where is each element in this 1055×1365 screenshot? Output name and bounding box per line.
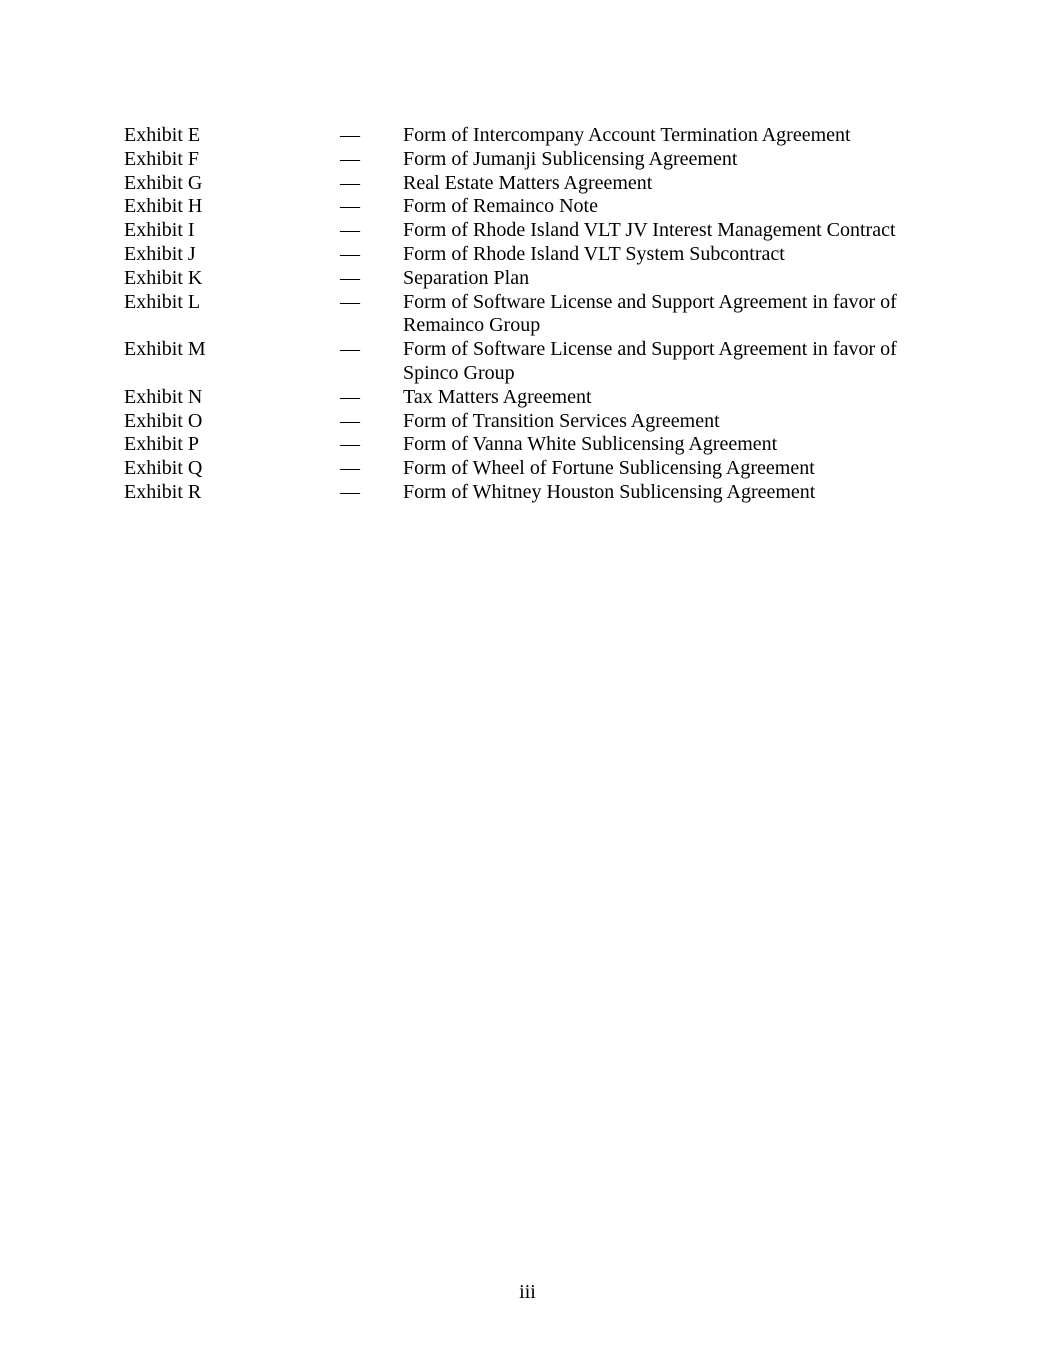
exhibit-title xyxy=(403,148,944,172)
exhibit-title xyxy=(403,338,944,386)
exhibit-label: Exhibit H xyxy=(124,195,203,218)
exhibit-title xyxy=(403,386,944,410)
exhibit-label: Exhibit I xyxy=(124,219,195,242)
exhibit-title xyxy=(403,481,944,505)
exhibit-title xyxy=(403,219,944,243)
exhibit-dash: — xyxy=(340,457,360,480)
exhibit-label: Exhibit G xyxy=(124,171,203,194)
exhibit-row xyxy=(124,148,944,172)
exhibit-row xyxy=(124,433,944,457)
exhibit-row xyxy=(124,172,944,196)
exhibit-label: Exhibit R xyxy=(124,480,202,503)
exhibit-label: Exhibit K xyxy=(124,266,203,289)
exhibit-title xyxy=(403,410,944,434)
exhibit-label: Exhibit J xyxy=(124,242,196,265)
exhibit-label: Exhibit E xyxy=(124,124,201,146)
exhibit-dash: — xyxy=(340,195,360,218)
exhibit-title xyxy=(403,433,944,457)
exhibit-title-line: Form of Vanna White Sublicensing Agreement xyxy=(403,433,778,456)
exhibit-title-line: Tax Matters Agreement xyxy=(403,385,592,408)
exhibit-title xyxy=(403,124,944,148)
exhibit-row xyxy=(124,124,944,148)
exhibit-title-line: Real Estate Matters Agreement xyxy=(403,171,653,194)
exhibit-title-line: Remainco Group xyxy=(403,314,541,337)
exhibit-dash: — xyxy=(340,409,360,432)
exhibit-title xyxy=(403,291,944,339)
exhibit-title xyxy=(403,457,944,481)
exhibit-row xyxy=(124,481,944,505)
exhibit-dash: — xyxy=(340,290,360,313)
exhibit-row xyxy=(124,386,944,410)
exhibit-dash: — xyxy=(340,147,360,170)
exhibit-title-line: Spinco Group xyxy=(403,361,515,384)
exhibit-row xyxy=(124,243,944,267)
exhibit-title-line: Form of Intercompany Account Termination Agreement xyxy=(403,124,851,146)
exhibit-dash: — xyxy=(340,433,360,456)
exhibit-title-line: Form of Remainco Note xyxy=(403,195,598,218)
exhibit-dash: — xyxy=(340,480,360,503)
exhibit-dash: — xyxy=(340,385,360,408)
exhibit-row xyxy=(124,338,944,386)
exhibit-dash: — xyxy=(340,338,360,361)
exhibit-label: Exhibit F xyxy=(124,147,200,170)
exhibit-dash: — xyxy=(340,219,360,242)
exhibit-row xyxy=(124,267,944,291)
exhibit-title-line: Form of Rhode Island VLT JV Interest Management Contract xyxy=(403,219,896,242)
exhibit-title-line: Separation Plan xyxy=(403,266,530,289)
exhibit-title xyxy=(403,172,944,196)
exhibit-title xyxy=(403,267,944,291)
exhibit-label: Exhibit M xyxy=(124,338,206,361)
exhibit-title-line: Form of Wheel of Fortune Sublicensing Agreement xyxy=(403,457,815,480)
exhibit-dash: — xyxy=(340,242,360,265)
exhibit-label: Exhibit L xyxy=(124,290,201,313)
exhibit-dash: — xyxy=(340,266,360,289)
exhibit-title-line: Form of Whitney Houston Sublicensing Agreement xyxy=(403,480,816,503)
exhibit-label: Exhibit Q xyxy=(124,457,203,480)
exhibit-title-line: Form of Software License and Support Agreement in favor of xyxy=(403,338,897,361)
exhibit-title-line: Form of Transition Services Agreement xyxy=(403,409,720,432)
exhibit-label: Exhibit O xyxy=(124,409,203,432)
exhibit-row xyxy=(124,195,944,219)
exhibit-row xyxy=(124,457,944,481)
exhibit-title-line: Form of Jumanji Sublicensing Agreement xyxy=(403,147,738,170)
exhibit-title-line: Form of Rhode Island VLT System Subcontract xyxy=(403,242,785,265)
exhibit-label: Exhibit N xyxy=(124,385,203,408)
exhibit-dash: — xyxy=(340,124,360,146)
exhibit-title xyxy=(403,195,944,219)
exhibit-label: Exhibit P xyxy=(124,433,200,456)
exhibit-dash: — xyxy=(340,171,360,194)
exhibit-list xyxy=(124,124,944,505)
exhibit-row xyxy=(124,291,944,339)
exhibit-title-line: Form of Software License and Support Agreement in favor of xyxy=(403,290,897,313)
exhibit-title xyxy=(403,243,944,267)
exhibit-row xyxy=(124,410,944,434)
page-number: iii xyxy=(519,1281,536,1303)
exhibit-row xyxy=(124,219,944,243)
